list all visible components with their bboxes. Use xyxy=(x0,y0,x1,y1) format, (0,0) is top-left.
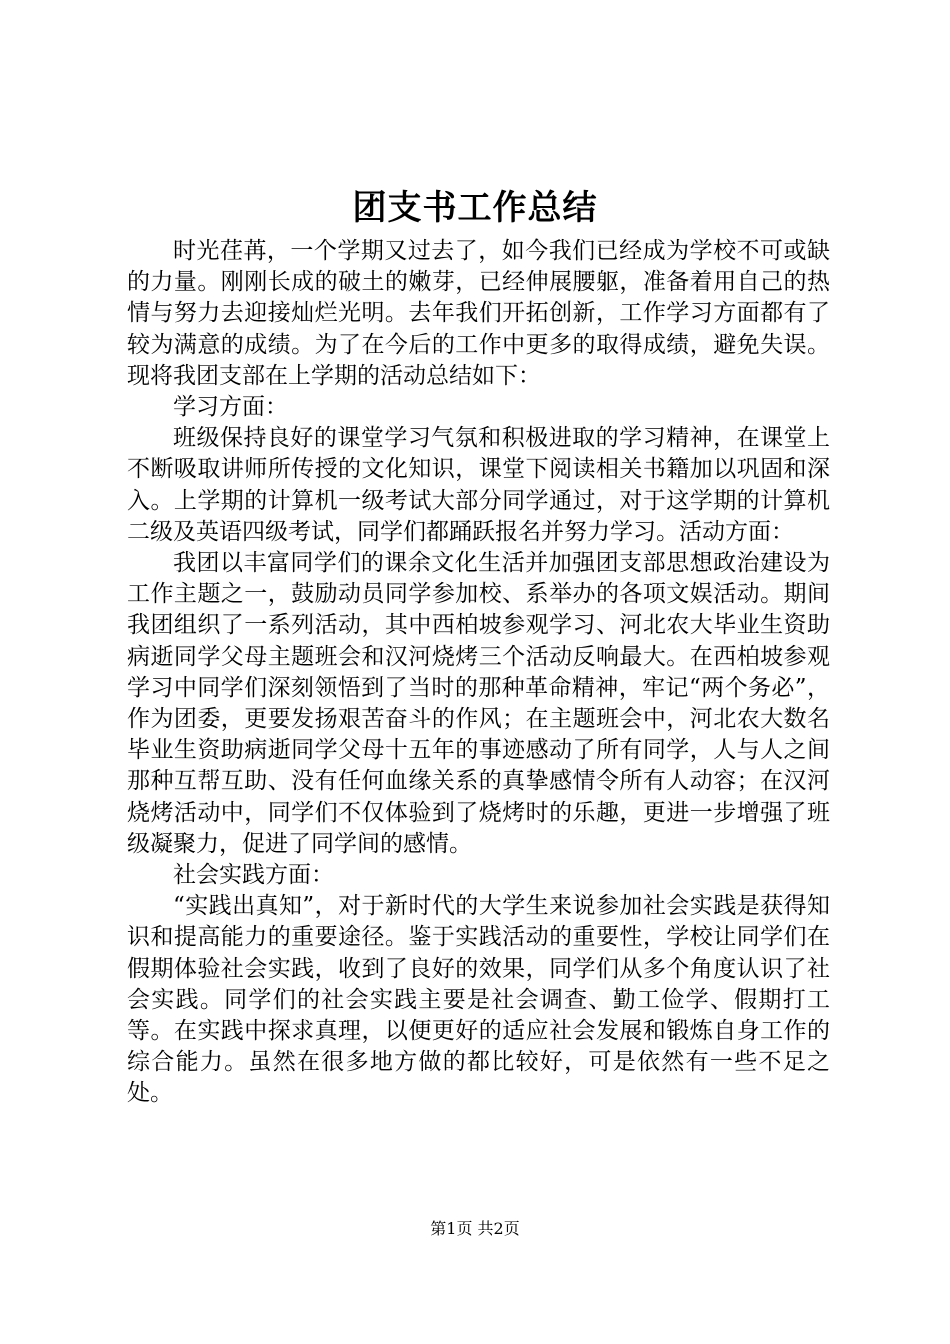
social-practice-paragraph: “实践出真知”，对于新时代的大学生来说参加社会实践是获得知识和提高能力的重要途径。鉴于实践活动的重要性，学校让同学们在假期体验社会实践，收到了良好的效果，同学们从多个角度认识了社会实践。同学们的社会实践主要是社会调查、勤工俭学、假期打工等。在实践中探求真理，以便更好的适应社会发展和锻炼自身工作的综合能力。虽然在很多地方做的都比较好，可是依然有一些不足之处。 xyxy=(127,893,830,1107)
intro-paragraph: 时光荏苒，一个学期又过去了，如今我们已经成为学校不可或缺的力量。刚刚长成的破土的嫩芽，已经伸展腰躯，准备着用自己的热情与努力去迎接灿烂光明。去年我们开拓创新，工作学习方面都有了较为满意的成绩。为了在今后的工作中更多的取得成绩，避免失误。现将我团支部在上学期的活动总结如下： xyxy=(127,238,830,389)
activities-paragraph: 我团以丰富同学们的课余文化生活并加强团支部思想政治建设为工作主题之一，鼓励动员同学参加校、系举办的各项文娱活动。期间我团组织了一系列活动，其中西柏坡参观学习、河北农大毕业生资助病逝同学父母主题班会和汉河烧烤三个活动反响最大。在西柏坡参观学习中同学们深刻领悟到了当时的那种革命精神，牢记“两个务必”，作为团委，更要发扬艰苦奋斗的作风；在主题班会中，河北农大数名毕业生资助病逝同学父母十五年的事迹感动了所有同学，人与人之间那种互帮互助、没有任何血缘关系的真挚感情令所有人动容；在汉河烧烤活动中，同学们不仅体验到了烧烤时的乐趣，更进一步增强了班级凝聚力，促进了同学间的感情。 xyxy=(127,550,830,857)
study-paragraph: 班级保持良好的课堂学习气氛和积极进取的学习精神，在课堂上不断吸取讲师所传授的文化知识，课堂下阅读相关书籍加以巩固和深入。上学期的计算机一级考试大部分同学通过，对于这学期的计算机二级及英语四级考试，同学们都踊跃报名并努力学习。活动方面： xyxy=(127,425,830,545)
section-heading-social-practice: 社会实践方面： xyxy=(173,862,334,889)
document-body xyxy=(127,236,830,1110)
page-footer: 第1页 共2页 xyxy=(430,1219,520,1238)
page-title: 团支书工作总结 xyxy=(352,188,598,228)
section-heading-study: 学习方面： xyxy=(173,394,288,421)
